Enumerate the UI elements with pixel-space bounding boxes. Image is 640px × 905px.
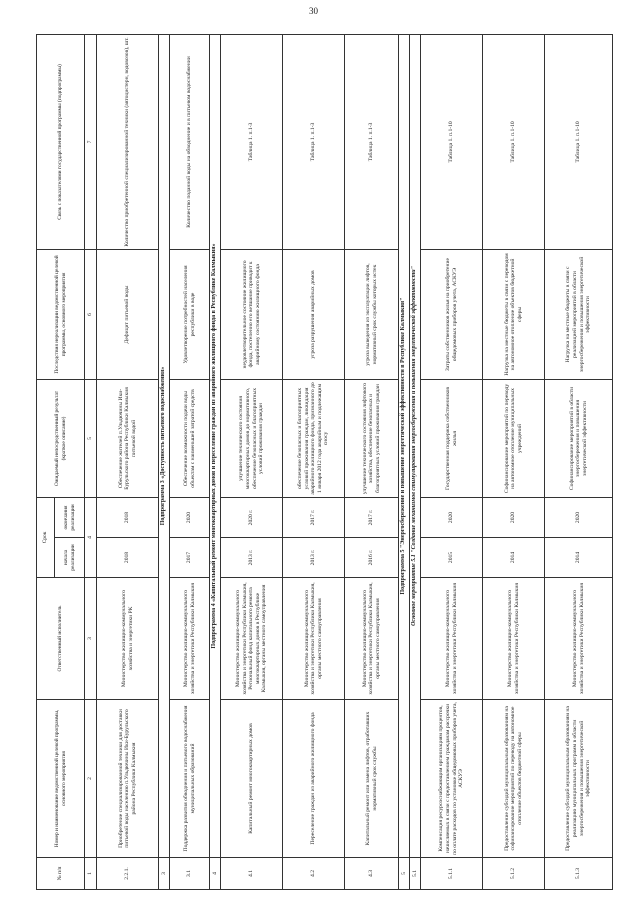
cell-executor: Министерство жилищно-коммунального хозяйства и энергетики Республики Калмыкия (421, 578, 483, 700)
cell-link: Таблица 1. п.1-10 (421, 34, 483, 249)
cell-end: 2020 (545, 497, 613, 537)
cell-executor: Министерство жилищно-коммунального хозяйства и энергетики Республики Калмыкия (170, 578, 210, 700)
cell-link: Таблица 1. п.1-3 (221, 34, 283, 249)
cell-start: 2013 г. (283, 538, 345, 578)
column-number: 4 (85, 497, 97, 577)
cell-consequences: Удовлетворение потребностей населения республики в воде (170, 249, 210, 379)
cell-start: 2013 г. (221, 538, 283, 578)
cell-result: Государственная поддержка собственников жилья (421, 379, 483, 497)
cell-num: 5.1.3 (545, 858, 613, 890)
table-row (170, 34, 210, 889)
cell-num: 5.1.2 (483, 858, 545, 890)
cell-num: 5.1.1 (421, 858, 483, 890)
section-row (210, 34, 221, 889)
cell-result: Обеспечение возможности подачи воды объектам с наименьшей затратой средств (170, 379, 210, 497)
table-row (421, 34, 483, 889)
table-row (97, 34, 159, 889)
cell-name: Предоставление субсидий муниципальным образованиям на реализацию муниципальных программ в области энергосбережения и повышения энергетической эффективности (545, 700, 613, 858)
cell-num: 5 (399, 858, 410, 890)
cell-consequences: угроза разрушения аварийных домов (283, 249, 345, 379)
cell-start: 2016 г. (345, 538, 399, 578)
cell-link: Таблица 1. п.1-3 (345, 34, 399, 249)
table-row (545, 34, 613, 889)
cell-num: 5.1 (410, 858, 421, 890)
cell-result: улучшение технического состояния многоквартирных домов до нормативного, обеспечение безопасных и благоприятных условий проживания граждан (221, 379, 283, 497)
cell-consequences: неудовлетворительное состояние жилищного фонда, постепенно его ветшание приводит к аварийному состоянию жилищного фонда (221, 249, 283, 379)
cell-link: Таблица 1. п.1-10 (545, 34, 613, 249)
cell-start: 2017 (170, 538, 210, 578)
cell-consequences: Дефицит питьевой воды (97, 249, 159, 379)
cell-end: 2017 г. (345, 497, 399, 537)
cell-result: Обеспечение жителей п.Ульдючины Ики-Бурульского района Республики Калмыкия питьевой водой (97, 379, 159, 497)
cell-executor: Министерство жилищно-коммунального хозяйства и энергетики Республики Калмыкия (483, 578, 545, 700)
cell-start: 2018 (97, 538, 159, 578)
cell-name: Компенсация ресурсоснабжающим организациям процентов, начисляемых в связи с предоставлением гражданам рассрочки по оплате расходов по установке общедомовых приборов учета, АСКУЭ (421, 700, 483, 858)
column-number: 2 (85, 700, 97, 858)
cell-executor: Министерство жилищно-коммунального хозяйства и энергетики Республики Калмыкия (545, 578, 613, 700)
column-number: 1 (85, 858, 97, 890)
subprogram-title: Подпрограмма 5 "Энергосбережение и повышение энергетической эффективности в Республике Калмыкия" (399, 34, 410, 857)
program-table-body (97, 34, 613, 889)
cell-end: 2017 г. (283, 497, 345, 537)
table-row (345, 34, 399, 889)
cell-end: 2020 г. (221, 497, 283, 537)
cell-num: 3.1 (170, 858, 210, 890)
cell-num: 4.3 (345, 858, 399, 890)
cell-name: Поддержка развития обводнения и питьевого водоснабжения муниципальных образований (170, 700, 210, 858)
header-result: Ожидаемый непосредственный результат (краткое описание) (37, 379, 85, 497)
table-row (483, 34, 545, 889)
subprogram-title: Подпрограмма 4 «Капитальный ремонт многоквартирных домов и переселение граждан из аварийного жилищного фонда в Республике Калмыкия» (210, 34, 221, 857)
cell-executor: Министерство жилищно-коммунального хозяйства и энергетики РК (97, 578, 159, 700)
header-executor: Ответственный исполнитель (37, 578, 85, 700)
cell-name: Капитальный ремонт или замена лифтов, отработавших нормативный срок службы (345, 700, 399, 858)
cell-num: 2.2.1. (97, 858, 159, 890)
cell-name: Переселение граждан из аварийного жилищного фонда (283, 700, 345, 858)
cell-end: 2020 (170, 497, 210, 537)
cell-end: 2020 (483, 497, 545, 537)
column-number: 7 (85, 34, 97, 249)
cell-num: 4 (210, 858, 221, 890)
cell-num: 4.2 (283, 858, 345, 890)
program-table-container (36, 35, 621, 890)
column-number-row (85, 34, 97, 889)
cell-executor: Министерство жилищно-коммунального хозяйства и энергетики Республики Калмыкия, органы местного самоуправления (283, 578, 345, 700)
header-term: Срок (37, 497, 55, 577)
cell-name: Предоставление субсидий муниципальным образованиям на софинансирование мероприятий по переводу на автономное отопление объектов бюджетной сферы (483, 700, 545, 858)
header-consequences: Последствия нереализации ведомственной целевой программы, основного мероприятия (37, 249, 85, 379)
cell-link: Количество поданной воды на обводнение и в питьевом водоснабжении (170, 34, 210, 249)
table-row (283, 34, 345, 889)
cell-consequences: Затраты собственников жилья на приобретение общедомовых приборов учета, АСКУЭ (421, 249, 483, 379)
column-number: 3 (85, 578, 97, 700)
main-activity-title: Основное мероприятие 5.1 "Создание механизмов стимулирования энергосбережения и повышения энергетической эффективности" (410, 34, 421, 857)
cell-start: 2015 (421, 538, 483, 578)
cell-result: обеспечение безопасных и благоприятных условий проживания граждан, ликвидация аварийного жилищного фонда, признанного до 1 января 2012 года аварийным и подлежащим сносу (283, 379, 345, 497)
cell-link: Таблица 1. п.1-3 (283, 34, 345, 249)
cell-name: Приобретение специализированной техники для доставки питьевой воды населению п.Ульдючины Ики-Бурульского района Республики Калмыкия (97, 700, 159, 858)
header-num: № п/п (37, 858, 85, 890)
cell-num: 3 (159, 858, 170, 890)
cell-consequences: Нагрузка на местные бюджеты в связи с реализацией мероприятий в области энергосбережения и повышения энергетической эффективности (545, 249, 613, 379)
section-row (399, 34, 410, 889)
cell-result: Софинансирование мероприятий по переводу на автономное отопление муниципальных учреждений (483, 379, 545, 497)
cell-consequences: угроза выведения из эксплуатации лифтов, нормативный срок службы которых истек (345, 249, 399, 379)
cell-consequences: Нагрузка на местные бюджеты в связи с переводом на автономное отопление объектов бюджетной сферы (483, 249, 545, 379)
cell-executor: Министерство жилищно-коммунального хозяйства и энергетики Республики Калмыкия, органы местного самоуправления (345, 578, 399, 700)
cell-result: Софинансирование мероприятий в области энергосбережения и повышения энергетической эффективности (545, 379, 613, 497)
header-name: Номер и наименование ведомственной целевой программы, основного мероприятия (37, 700, 85, 858)
page-number: 30 (309, 6, 318, 16)
cell-end: 2020 (421, 497, 483, 537)
cell-link: Таблица 1. п.1-10 (483, 34, 545, 249)
column-number: 5 (85, 379, 97, 497)
header-start: начала реализации (55, 538, 85, 578)
cell-end: 2018 (97, 497, 159, 537)
cell-name: Капитальный ремонт многоквартирных домов (221, 700, 283, 858)
header-end: окончания реализации (55, 497, 85, 537)
subsection-row (410, 34, 421, 889)
cell-num: 4.1 (221, 858, 283, 890)
cell-start: 2014 (483, 538, 545, 578)
header-link: Связь с показателями государственной программы (подпрограммы) (37, 34, 85, 249)
table-row (221, 34, 283, 889)
program-table (36, 34, 613, 890)
cell-result: улучшение технического состояния лифтового хозяйства, обеспечение безопасных и благоприятных условий проживания граждан (345, 379, 399, 497)
subprogram-title: Подпрограмма 3 «Доступность питьевого водоснабжения» (159, 34, 170, 857)
column-number: 6 (85, 249, 97, 379)
cell-executor: Министерство жилищно-коммунального хозяйства и энергетики Республики Калмыкия, Региональный фонд капитального ремонта многоквартирных домов в Республике Калмыкия, органы местного самоуправления (221, 578, 283, 700)
cell-link: Количество приобретенной специализированной техники (автоцистерн, водовозов), шт. (97, 34, 159, 249)
section-row (159, 34, 170, 889)
cell-start: 2014 (545, 538, 613, 578)
